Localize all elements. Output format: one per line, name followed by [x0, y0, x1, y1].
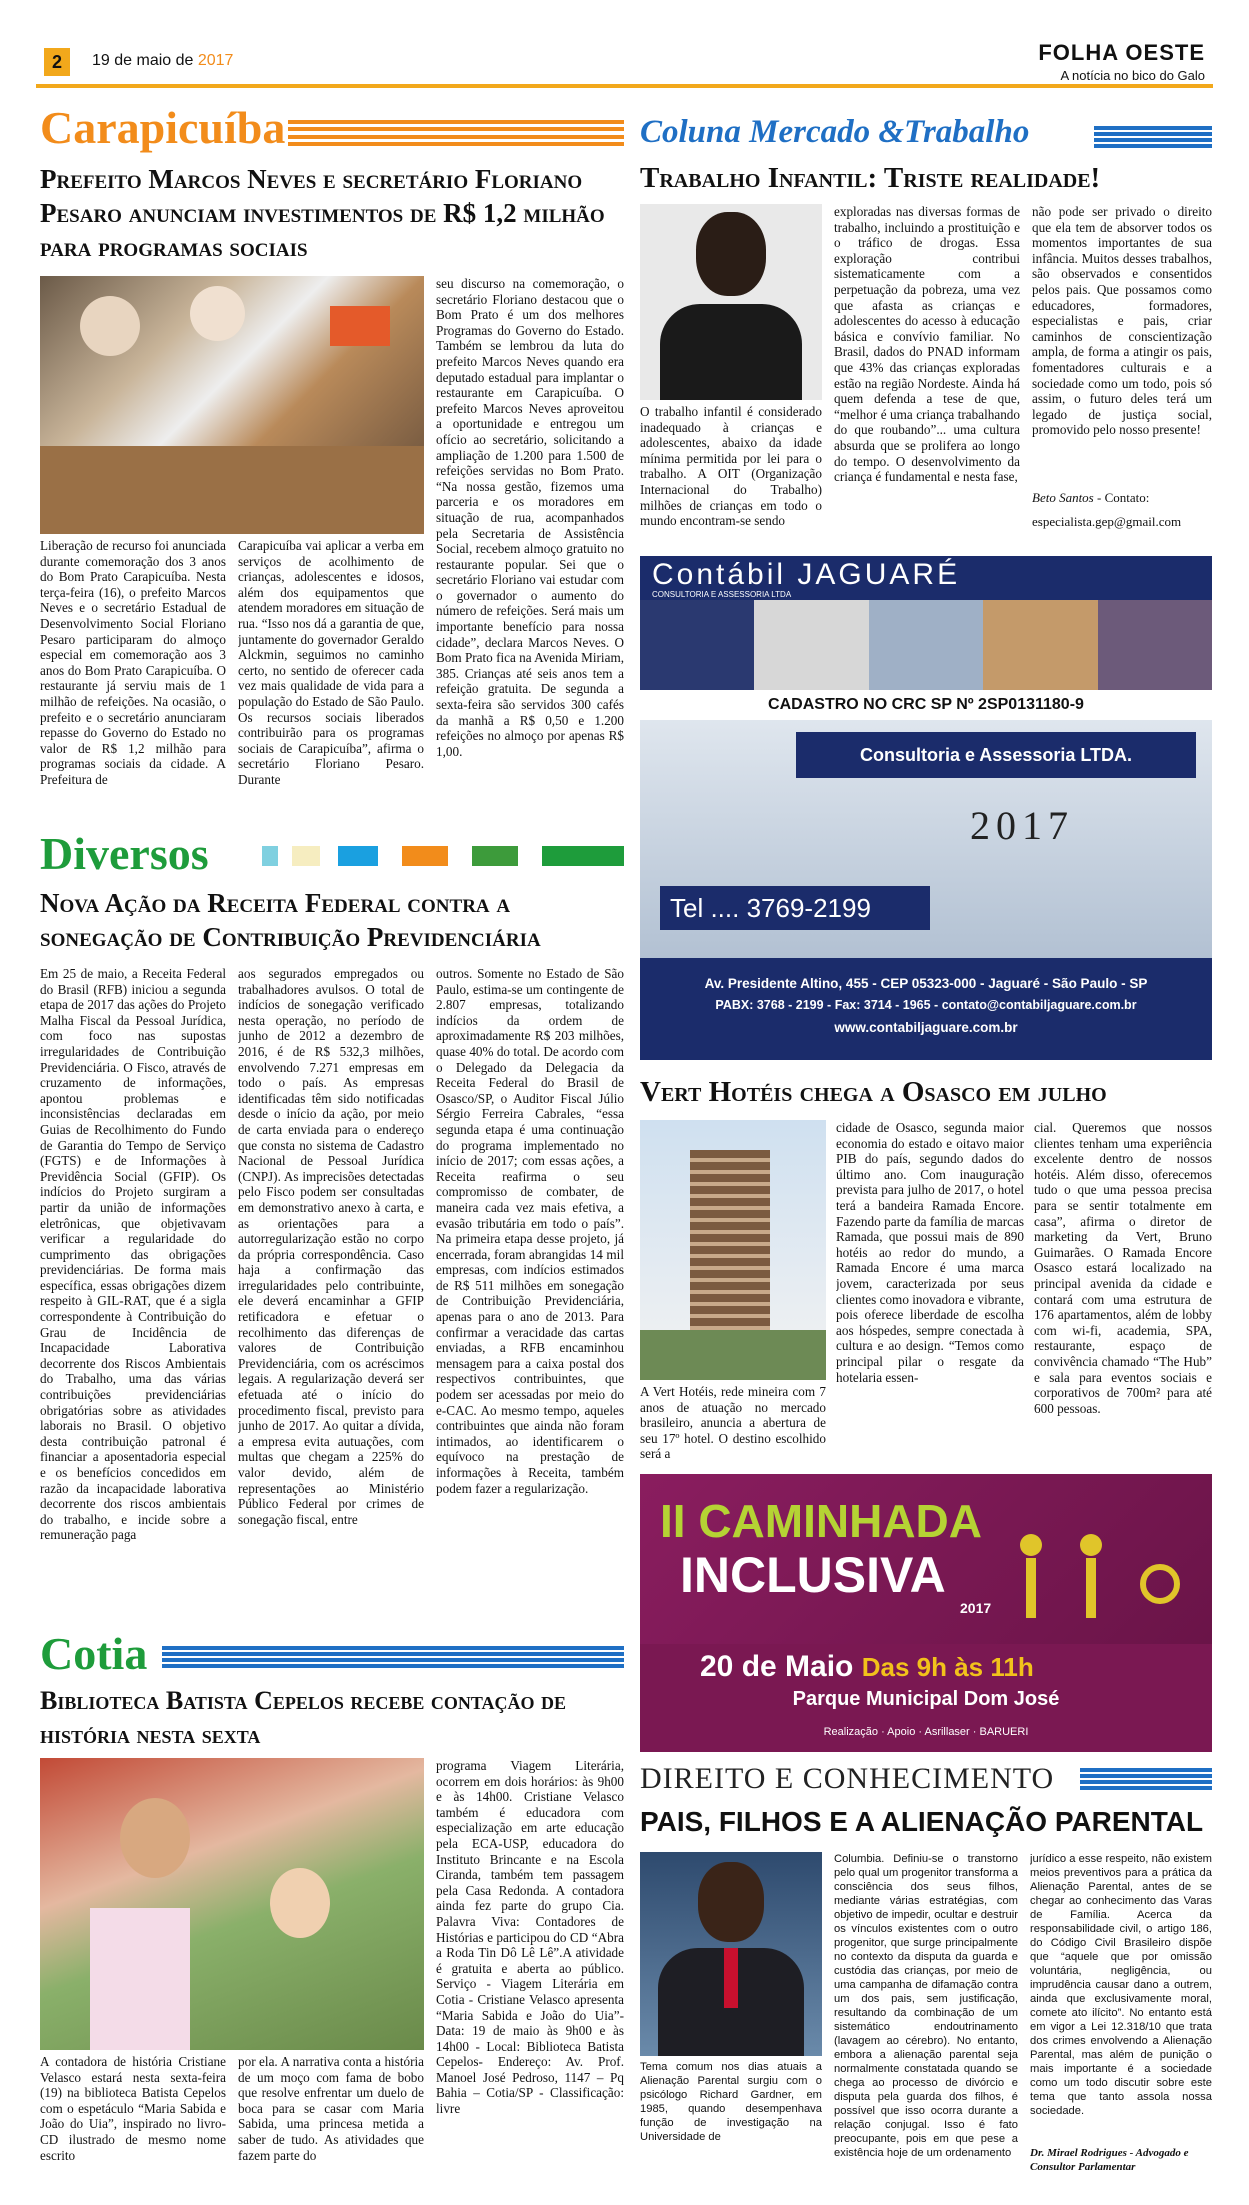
headline-direito: PAIS, FILHOS E A ALIENAÇÃO PARENTAL	[640, 1806, 1204, 1837]
ad-caminhada-date	[700, 1650, 1034, 1684]
photo-beto-santos	[640, 204, 822, 400]
article-text: jurídico a esse respeito, não existem meios preventivos para a prática da Alienação Parental, antes de se chegar ao conhecimento das Varas de Família. Acerca da responsabilidade civil, o artigo 186, do Código Civil Brasileiro dispõe que “aquele que por omissão voluntária, negligência, ou imprudência causar dano a outrem, ainda que exclusivamente moral, comete ato ilícito”. No entanto está em vigor a Lei 12.318/10 que trata dos crimes envolvendo a Alienação Parental, mas além de punição o mais importante é a sociedade como um todo discutir sobre este tema que tanto assola nossa sociedade.	[1030, 1853, 1212, 2117]
article-text: cial. Queremos que nossos clientes tenham uma experiência excelente dentro de nossos hotéis. Além disso, oferecemos tudo o que uma pessoa precisa para se sentir totalmente em casa”, afirma o diretor de marketing da Vert, Bruno Guimarães. O Ramada Encore Osasco estará localizado na principal avenida da cidade e contará com uma estrutura de 176 apartamentos, além de lobby com wi-fi, academia, SPA, restaurante, espaço de convivência chamado “The Hub” e sala para eventos sociais e corporativos de 700m² para até 600 pessoas.	[1034, 1120, 1212, 1416]
brand-tagline: A notícia no bico do Galo	[1060, 68, 1205, 83]
event-time: Das 9h às 11h	[861, 1652, 1034, 1682]
ad-address: Av. Presidente Altino, 455 - CEP 05323-000 - Jaguaré - São Paulo - SP	[704, 976, 1148, 991]
article-text: A contadora de história Cristiane Velasco estará nesta sexta-feira (19) na biblioteca Batista Cepelos com o espetáculo “Maria Sabida e João do Uia”, inspirado no livro-CD ilustrado de mesmo nome escrito	[40, 2054, 226, 2163]
ad-pabx: PABX: 3768 - 2199 - Fax: 3714 - 1965 - contato@contabiljaguare.com.br	[715, 998, 1137, 1012]
ad-caminhada-place: Parque Municipal Dom José	[792, 1688, 1060, 1710]
ad-tel-box: Tel .... 3769-2199	[660, 886, 930, 930]
event-date: 20 de Maio	[700, 1650, 854, 1683]
article-text: por ela. A narrativa conta a história de um moço com fama de bobo que resolve enfrentar um duelo de boca para se casar com Maria Sabida, uma princesa metida a saber de tudo. As atividades que fazem parte do	[238, 2054, 424, 2163]
page-number-badge: 2	[44, 48, 70, 76]
author-byline-direito: Dr. Mirael Rodrigues - Advogado e Consultor Parlamentar	[1030, 2147, 1189, 2173]
article-text: Em 25 de maio, a Receita Federal do Brasil (RFB) iniciou a segunda etapa de 2017 das ações do Projeto Malha Fiscal da Pessoal Jurídica, com foco nas supostas irregularidades de Contribuição Previdenciária. O Fisco, através de cruzamento de informações, apontou problemas e inconsistências declaradas em Guias de Recolhimento do Fundo de Garantia do Tempo de Serviço (FGTS) e de Informações à Previdência Social (GFIP). Os indícios do Projeto surgiram a partir da união de informações eletrônicas, que objetivavam verificar a regularidade do cumprimento das obrigações previdenciárias. De forma mais específica, essas obrigações dizem respeito à GIL-RAT, que é a sigla correspondente à Contribuição do Grau de Incidência de Incapacidade Laborativa decorrente dos Riscos Ambientais do Trabalho, uma das várias contribuições previdenciárias obrigatórias sobre as atividades laborais no Brasil. O objetivo desta contribuição patronal é financiar a aposentadoria especial e os benefícios concedidos em razão da incapacidade laborativa decorrente dos riscos ambientais do trabalho, e incide sobre a remuneração paga	[40, 966, 226, 1543]
ad-caminhada-sponsors: Realização · Apoio · Asrillaser · BARUERI	[823, 1726, 1029, 1738]
ad-brand-sub: CONSULTORIA E ASSESSORIA LTDA	[652, 590, 792, 599]
section-stripes-cotia	[162, 1646, 624, 1668]
headline-cotia: Biblioteca Batista Cepelos recebe contação de história nesta sexta	[40, 1686, 567, 1749]
issue-date-year: 2017	[197, 52, 234, 69]
ad-tagline-box: Consultoria e Assessoria LTDA.	[796, 732, 1196, 778]
section-title-mercado: Coluna Mercado &Trabalho	[640, 114, 1030, 150]
ad-caminhada-year: 2017	[960, 1600, 992, 1616]
ad-year: 2017	[970, 803, 1074, 848]
walkers-icon	[1020, 1534, 1190, 1634]
article-text: Carapicuíba vai aplicar a verba em serviços de acolhimento de crianças, adolescentes e idosos, além dos equipamentos que atendem moradores em situação de rua. “Isso nos dá a garantia de que, juntamente do governador Geraldo Alckmin, seguimos no caminho certo, no sentido de oferecer cada vez mais qualidade de vida para a população do Estado de São Paulo. Os recursos sociais liberados contribuirão para os programas sociais de Carapicuíba”, afirma o secretário Floriano Pesaro. Durante	[238, 538, 424, 787]
header-rule	[36, 84, 1213, 88]
contact-label: - Contato:	[1093, 490, 1150, 505]
page-header	[36, 40, 1213, 90]
section-title-diversos: Diversos	[40, 828, 209, 879]
section-color-blocks	[262, 846, 624, 866]
issue-date	[92, 52, 233, 70]
ad-caminhada-line1: II CAMINHADA	[660, 1495, 982, 1547]
ad-caminhada-inclusiva[interactable]	[640, 1474, 1212, 1752]
section-stripes-carapicuiba	[288, 120, 624, 146]
headline-mercado: Trabalho Infantil: Triste realidade!	[640, 162, 1101, 194]
article-text: não pode ser privado o direito que ela tem de absorver todos os momentos importantes de sua infância. Muitos desses trabalhos, são observados e consentidos pelos pais. Que possamos como educadores, formadores, especialistas e pais, criar caminhos de conscientização ampla, de forma a atingir os pais, fomentadores culturais e a sociedade como um todo, pois só assim, o futuro deles terá um legado de justiça social, promovido pelo nosso presente!	[1032, 204, 1212, 438]
photo-mirael-rodrigues	[640, 1852, 822, 2056]
article-text: O trabalho infantil é considerado inadequado à crianças e adolescentes, abaixo da idade mínima permitida por lei para o trabalho. A OIT (Organização Internacional do Trabalho) milhões de crianças em todo o mundo encontram-se sendo	[640, 404, 822, 529]
section-stripes-mercado	[1094, 126, 1212, 148]
section-stripes-direito	[1080, 1768, 1212, 1790]
article-text: exploradas nas diversas formas de trabalho, incluindo a prostituição e o tráfico de drogas. Essa exploração contribui sistematicamente com a perpetuação da pobreza, uma vez que afasta as crianças e adolescentes do acesso à educação básica e convívio familiar. No Brasil, dados do PNAD informam que 43% das crianças exploradas estão na região Nordeste. Ainda há quem defenda a tese de que, “melhor é uma criança trabalhando do que roubando”... uma cultura absurda que se prolifera ao longo do tempo. O desenvolvimento da criança é fundamental e nesta fase,	[834, 204, 1020, 485]
ad-crc: CADASTRO NO CRC SP Nº 2SP0131180-9	[768, 696, 1084, 713]
ad-brand: Contábil JAGUARÉ	[652, 558, 961, 591]
ad-photo-strip	[640, 600, 1212, 690]
headline-diversos: Nova Ação da Receita Federal contra a sonegação de Contribuição Previdenciária	[40, 888, 541, 952]
article-text: outros. Somente no Estado de São Paulo, estima-se um contingente de 2.807 empresas, totalizando indícios da ordem de aproximadamente R$ 203 milhões, quase 40% do total. De acordo com o Delegado da Delegacia da Receita Federal do Brasil de Osasco/SP, o Auditor Fiscal Júlio Sérgio Ferreira Cabrales, “essa segunda etapa é uma continuação do programa implementado no início de 2017; com essas ações, a Receita reafirma o seu compromisso de combater, de maneira cada vez mais efetiva, a evasão tributária em todo o país”. Na primeira etapa desse projeto, já encerrada, foram abrangidas 14 mil empresas, com indícios estimados de R$ 511 milhões em sonegação de Contribuição Previdenciária, apenas para o ano de 2013. Para confirmar a veracidade das cartas enviadas, a RFB encaminhou mensagem para a caixa postal dos respectivos contribuintes, que podem ser acessadas por meio do e-CAC. Ao mesmo tempo, aqueles contribuintes que ainda não foram intimados, ao identificarem o equívoco na prestação de informações à Receita, também podem fazer a regularização.	[436, 966, 624, 1496]
photo-contacao-historia	[40, 1758, 424, 2050]
section-title-cotia: Cotia	[40, 1628, 148, 1679]
ad-website[interactable]: www.contabiljaguare.com.br	[834, 1020, 1018, 1035]
author-email[interactable]: especialista.gep@gmail.com	[1032, 514, 1182, 529]
brand-title: FOLHA OESTE	[1038, 40, 1205, 65]
photo-hotel-building	[640, 1120, 826, 1380]
article-text: programa Viagem Literária, ocorrem em dois horários: às 9h00 e às 14h00. Cristiane Velasco também é educadora com especialização em arte educação pela ECA-USP, educadora do Instituto Brincante e na Escola Ciranda, também tem passagem pela Casa Redonda. A contadora ainda fez parte do grupo Cia. Palavra Viva: Contadores de Histórias e participou do CD “Abra a Roda Tin Dô Lê Lê”.A atividade é gratuita e aberta ao público. Serviço - Viagem Literária em Cotia - Cristiane Velasco apresenta “Maria Sabida e João do Uia”- Data: 19 de maio às 9h00 e às 14h00 - Local: Biblioteca Batista Cepelos- Endereço: Av. Prof. Manoel José Pedroso, 1147 – Pq Bahia – Cotia/SP - Classificação: livre	[436, 1758, 624, 2117]
article-text: Tema comum nos dias atuais a Alienação Parental surgiu com o psicólogo Richard Gardner, em 1985, quando desempenhava função de investigação na Universidade de	[640, 2061, 822, 2143]
author-byline-mercado	[1032, 490, 1212, 506]
article-text: Columbia. Definiu-se o transtorno pelo qual um progenitor transforma a consciência dos seus filhos, mediante várias estratégias, com objetivo de impedir, ocultar e destruir os vínculos existentes com o outro progenitor, que surge principalmente no contexto da disputa da guarda e custódia das crianças, por meio de uma campanha de difamação contra um dos pais, sem justificação, resultando da combinação de um sistemático endoutrinamento (lavagem ao cérebro). No entanto, embora a alienação parental seja normalmente constatada quando se chega ao processo de divórcio e disputa pela guarda dos filhos, é possível que isso ocorra durante a relação conjugal. Isso é fato preocupante, pois em que pese a existência hoje de um ordenamento	[834, 1853, 1018, 2159]
section-title-direito: DIREITO E CONHECIMENTO	[640, 1762, 1055, 1795]
article-text: Liberação de recurso foi anunciada durante comemoração dos 3 anos do Bom Prato Carapicuíba. Nesta terça-feira (16), o prefeito Marcos Neves e o secretário Estadual de Desenvolvimento Social Floriano Pesaro participaram do almoço especial em comemoração aos 3 anos do Bom Prato Carapicuíba. O restaurante já serviu mais de 1 milhão de refeições. Na ocasião, o prefeito e o secretário anunciaram repasse do Governo do Estado no valor de R$ 1,2 milhão para programas sociais da cidade. A Prefeitura de	[40, 538, 226, 787]
article-text: cidade de Osasco, segunda maior economia do estado e oitavo maior PIB do país, segundo dados do último ano. Com inauguração prevista para julho de 2017, o hotel terá a bandeira Ramada Encore. Fazendo parte da família de marcas Ramada, que possui mais de 890 hotéis ao redor do mundo, a Ramada Encore é uma marca jovem, caracterizada por seus clientes como inovadora e vibrante, pois oferece liberdade de escolha aos hóspedes, sempre conectada à cultura e ao design. “Temos como principal pilar o resgate da hotelaria essen-	[836, 1120, 1024, 1385]
article-text: seu discurso na comemoração, o secretário Floriano destacou que o Bom Prato é um dos melhores Programas do Governo do Estado. Também se lembrou da luta do prefeito Marcos Neves quando era deputado estadual para implantar o restaurante em Carapicuíba. O prefeito Marcos Neves aproveitou a oportunidade e entregou um ofício ao secretário, solicitando a ampliação de 1.200 para 1.500 de refeições servidas no Bom Prato. “Na nossa gestão, fizemos uma parceria e os moradores em situação de rua, acompanhados pela Secretaria de Assistência Social, recebem almoço gratuito no restaurante popular. Sei que o secretário Floriano vai estudar com o governador o aumento do número de refeições. Será mais um importante benefício para nossa cidade”, declara Marcos Neves. O Bom Prato fica na Avenida Miriam, 385. Crianças até seis anos tem a refeição gratuita. De segunda a sexta-feira são servidos 300 cafés da manhã a R$ 0,50 e 1.200 refeições no almoço por apenas R$ 1,00.	[436, 276, 624, 759]
photo-bom-prato	[40, 276, 424, 534]
ad-caminhada-line2: INCLUSIVA	[680, 1547, 946, 1603]
issue-date-prefix: 19 de maio de	[92, 52, 198, 69]
article-text: aos segurados empregados ou trabalhadores avulsos. O total de indícios de sonegação verificado nesta operação, no período de junho de 2012 a dezembro de 2016, é de R$ 532,3 milhões, envolvendo 7.271 empresas em todo o país. As empresas identificadas têm sido notificadas desde o início da ação, por meio de carta enviada para o endereço que consta no sistema de Cadastro Nacional de Pessoal Jurídica (CNPJ). As imprecisões detectadas pelo Fisco podem ser consultadas em demonstrativo anexo à carta, e as orientações para a autorregularização estão no corpo da própria correspondência. Caso haja a confirmação das irregularidades pelo contribuinte, ele deverá encaminhar a GFIP retificadora e efetuar o recolhimento das diferenças de valores de Contribuição Previdenciária, com os acréscimos legais. A regularização deverá ser efetuada até o início do procedimento fiscal, previsto para junho de 2017. Ao quitar a dívida, a empresa evita autuações, com multas que chegam a 225% do valor devido, além de representações ao Ministério Público Federal por crimes de sonegação fiscal, entre	[238, 966, 424, 1527]
ad-contabil-jaguare[interactable]	[640, 556, 1212, 1060]
author-name: Beto Santos	[1032, 490, 1094, 505]
section-title-carapicuiba: Carapicuíba	[40, 102, 286, 153]
headline-vert: Vert Hotéis chega a Osasco em julho	[640, 1076, 1107, 1108]
headline-carapicuiba: Prefeito Marcos Neves e secretário Floriano Pesaro anunciam investimentos de R$ 1,2 milhão para programas sociais	[40, 164, 605, 262]
article-text: A Vert Hotéis, rede mineira com 7 anos de atuação no mercado brasileiro, anuncia a abertura de seu 17º hotel. O destino escolhido será a	[640, 1384, 826, 1462]
